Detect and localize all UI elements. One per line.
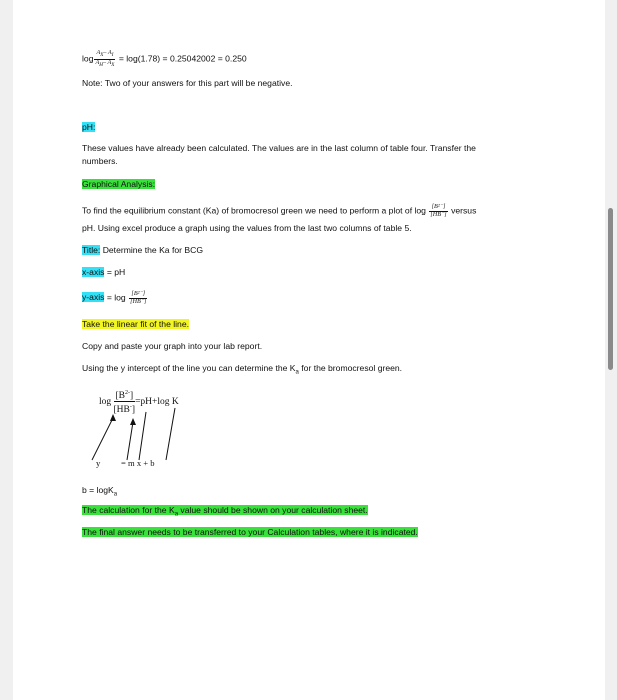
arrow-b [166, 408, 175, 460]
versus-text: versus [451, 205, 477, 216]
plot-instruction-line2: pH. Using excel produce a graph using the values from the last two columns of table 5. [82, 223, 412, 233]
arrowhead-y [110, 414, 116, 421]
eq2-mx-label: = m x + b [121, 458, 155, 468]
x-axis-text: = pH [104, 267, 126, 277]
eq1-num-sub2: I [111, 52, 114, 59]
linear-fit-instruction: Take the linear fit of the line. [82, 319, 190, 329]
eq2-den-sup: - [129, 404, 132, 411]
y-axis-denominator: [HB⁻] [130, 297, 147, 305]
eq2-rhs: =pH+log K [135, 396, 179, 407]
ratio-denominator: [HB⁻] [430, 210, 447, 218]
y-axis-line [82, 291, 148, 305]
intercept-text-b: for the bromocresol green. [298, 363, 403, 373]
calculation-note [82, 505, 368, 518]
calc-sub: a [174, 511, 179, 518]
b-equals-logka [82, 485, 117, 501]
eq2-den: [HB [113, 405, 130, 416]
eq1-den-minus: – A [102, 58, 112, 66]
eq1-num-minus: – A [103, 49, 112, 56]
calc-text-a: The calculation for the K [82, 505, 175, 515]
b-eq-sub: a [113, 491, 118, 498]
eq2-y-label: y [96, 458, 101, 468]
graphical-analysis-heading: Graphical Analysis: [82, 179, 156, 189]
eq1-num: A [96, 49, 101, 56]
y-axis-text: = log [104, 292, 126, 303]
calc-text-b: value should be shown on your calculation sheet. [178, 505, 368, 515]
eq1-den-sub2: X [111, 62, 115, 69]
equation-mapping-arrows [82, 398, 192, 462]
vertical-scrollbar[interactable] [608, 208, 613, 370]
arrowhead-m [130, 418, 136, 425]
plot-instruction-line1 [82, 204, 476, 218]
copy-paste-instruction: Copy and paste your graph into your lab report. [82, 341, 263, 351]
eq2-num-sup: 2- [124, 390, 130, 396]
concentration-ratio-fraction [429, 204, 447, 218]
ratio-numerator: [B²⁻] [429, 204, 447, 212]
ph-text-line2: numbers. [82, 156, 118, 166]
arrow-x [139, 412, 146, 460]
eq2-num: [B [115, 391, 125, 402]
title-label: Title: [82, 245, 101, 255]
eq1-num-sub1: X [100, 52, 104, 59]
ph-text-line1: These values have already been calculated. The values are in the last column of table four. Transfer the [82, 143, 476, 153]
title-text: Determine the Ka for BCG [100, 245, 204, 255]
eq2-num-end: ] [129, 391, 134, 402]
x-axis-line [82, 267, 125, 278]
eq2-den-end: ] [131, 405, 136, 416]
eq1-den-sub1: H [99, 62, 103, 69]
final-answer-note: The final answer needs to be transferred to your Calculation tables, where it is indicated. [82, 527, 418, 537]
b-eq-text: b = logK [82, 485, 114, 495]
intercept-instruction [82, 363, 402, 379]
arrow-m [127, 422, 133, 460]
y-axis-label: y-axis [82, 292, 105, 303]
log-ratio-equation [82, 50, 247, 69]
arrow-y [92, 418, 113, 460]
title-line [82, 245, 203, 256]
ph-heading: pH: [82, 122, 96, 132]
eq1-result: = log(1.78) = 0.25042002 = 0.250 [118, 53, 247, 64]
y-axis-numerator: [B²⁻] [129, 291, 147, 299]
intercept-text-a: Using the y intercept of the line you can determine the K [82, 363, 296, 373]
eq1-fraction [94, 50, 115, 69]
plot-instruction-text: To find the equilibrium constant (Ka) of bromocresol green we need to perform a plot of log [82, 205, 426, 216]
eq2-log: log [99, 396, 112, 407]
x-axis-label: x-axis [82, 267, 105, 277]
intercept-sub: a [295, 369, 299, 376]
y-axis-fraction [129, 291, 147, 305]
eq1-den: A [95, 58, 100, 66]
note-text: Note: Two of your answers for this part will be negative. [82, 78, 293, 88]
eq1-log: log [82, 53, 94, 64]
